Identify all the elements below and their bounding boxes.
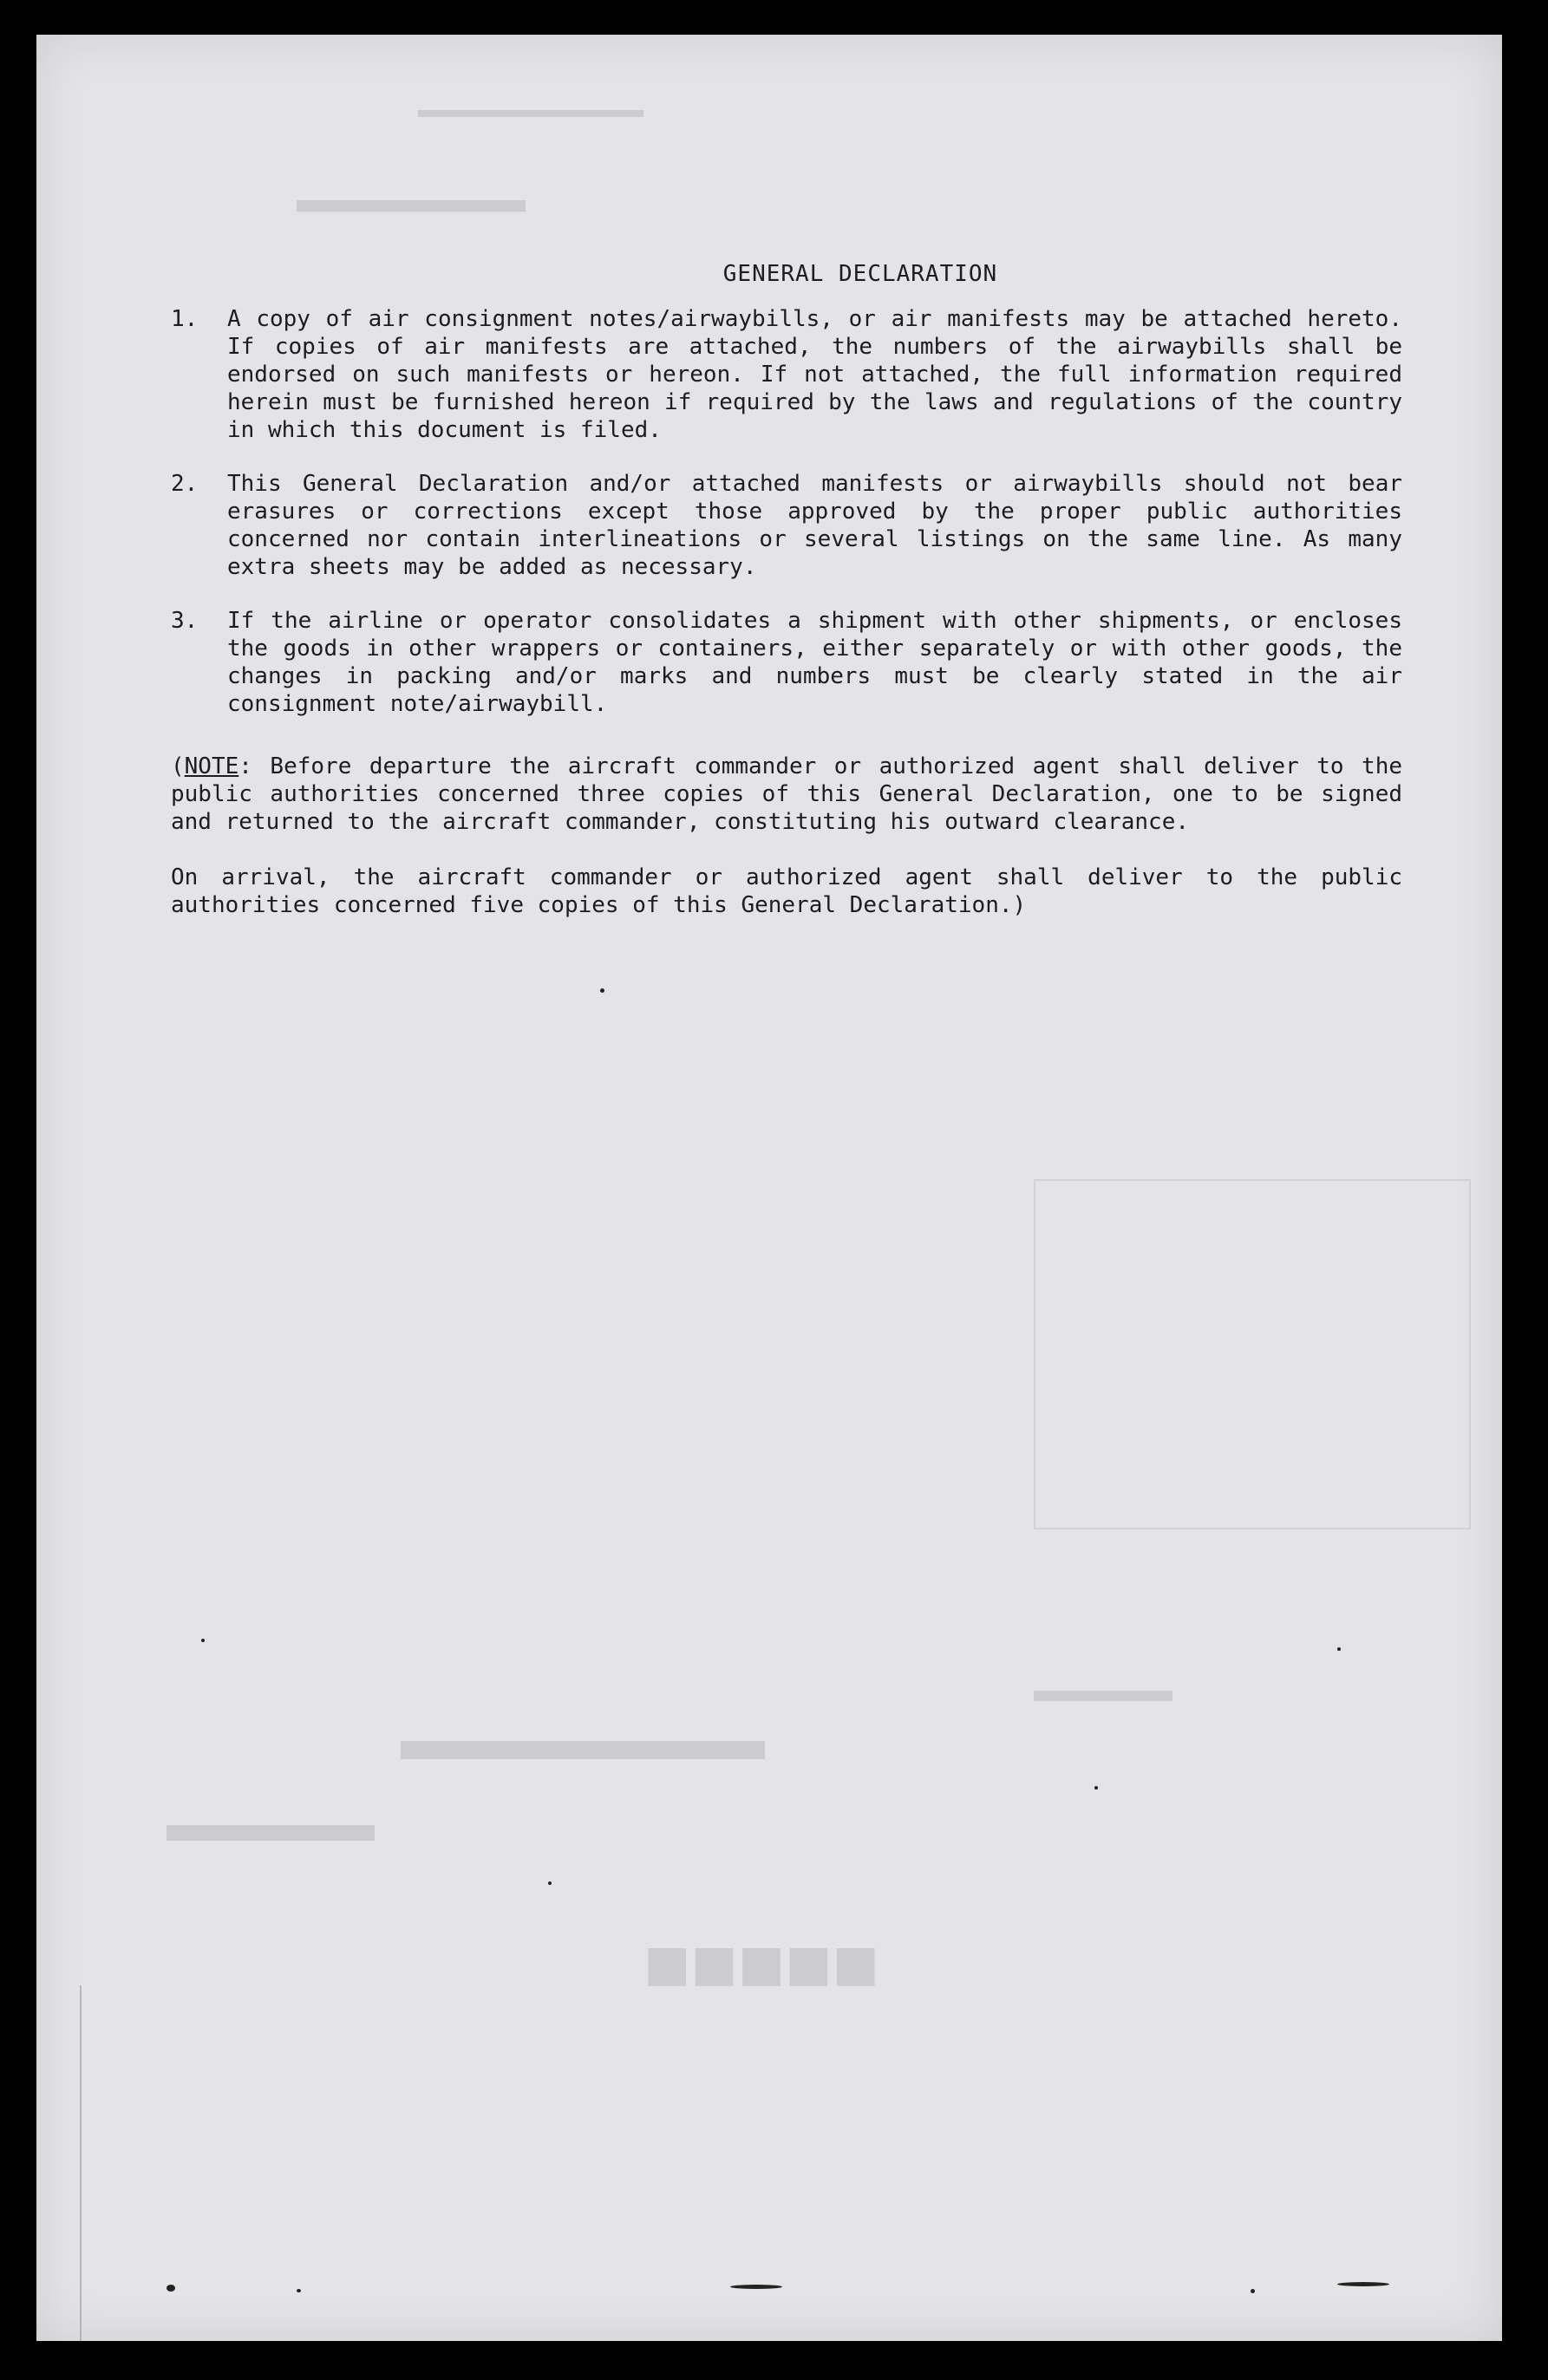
item-number: 2. — [171, 471, 199, 497]
dust-speck — [600, 988, 604, 993]
bleed-through-mark — [1034, 1179, 1471, 1529]
dust-speck — [1094, 1786, 1098, 1790]
item-number: 1. — [171, 306, 199, 332]
note-text: : Before departure the aircraft commander or authorized agent shall deliver to the public authorities concerned three copies of this General Declaration, one to be signed and returned to the aircraft commander, constituting his outward clearance. — [171, 753, 1402, 835]
item-number: 3. — [171, 608, 199, 634]
document-title: GENERAL DECLARATION — [722, 261, 998, 287]
dust-speck — [1337, 2282, 1389, 2286]
item-text: This General Declaration and/or attached manifests or airwaybills should not bear erasures or corrections except those approved by the proper public authorities concerned nor contain interlineations or several listings on the same line. As many extra sheets may be added as necessary. — [227, 471, 1402, 580]
instruction-item-2 — [171, 470, 1402, 581]
page-fold-edge — [36, 1986, 82, 2341]
bleed-through-mark: ▬▬▬▬ — [1034, 1683, 1172, 1722]
dust-speck — [548, 1881, 552, 1885]
document-page — [36, 35, 1502, 2341]
declaration-body — [171, 260, 1402, 919]
dust-speck — [730, 2285, 782, 2289]
item-text: A copy of air consignment notes/airwaybills, or air manifests may be attached hereto. If copies of air manifests are attached, the numbers of the airwaybills shall be endorsed on such manifests or hereon. If not attached, the full information required herein must be furnished hereon if required by the laws and regulations of the country in which this document is filed. — [227, 306, 1402, 443]
note-open-paren: ( — [171, 753, 185, 779]
dust-speck — [1337, 1647, 1341, 1651]
note-label: NOTE — [184, 753, 239, 779]
bleed-through-mark: ■■■■■ — [643, 1927, 879, 2012]
dust-speck — [297, 2289, 301, 2292]
departure-note — [171, 753, 1402, 836]
instruction-item-1 — [171, 305, 1402, 444]
dust-speck — [167, 2285, 175, 2292]
bleed-through-mark: ▬▬▬▬▬▬ — [297, 192, 526, 234]
bleed-through-mark: ▬▬▬▬▬▬ — [401, 1727, 765, 1794]
dust-speck — [201, 1639, 205, 1642]
arrival-note: On arrival, the aircraft commander or authorized agent shall deliver to the public authorities concerned five copies of this General Declaration.) — [171, 864, 1402, 918]
bleed-through-mark: ▬▬▬▬ — [167, 1814, 375, 1871]
bleed-through-mark: ▬▬▬▬▬▬▬▬▬▬ — [418, 105, 643, 130]
instruction-item-3 — [171, 607, 1402, 718]
dust-speck — [1251, 2289, 1255, 2293]
item-text: If the airline or operator consolidates a shipment with other shipments, or encloses the goods in other wrappers or containers, either separately or with other goods, the changes in packing and/or marks and numbers must be clearly stated in the air consignment note/airwaybill. — [227, 608, 1402, 717]
